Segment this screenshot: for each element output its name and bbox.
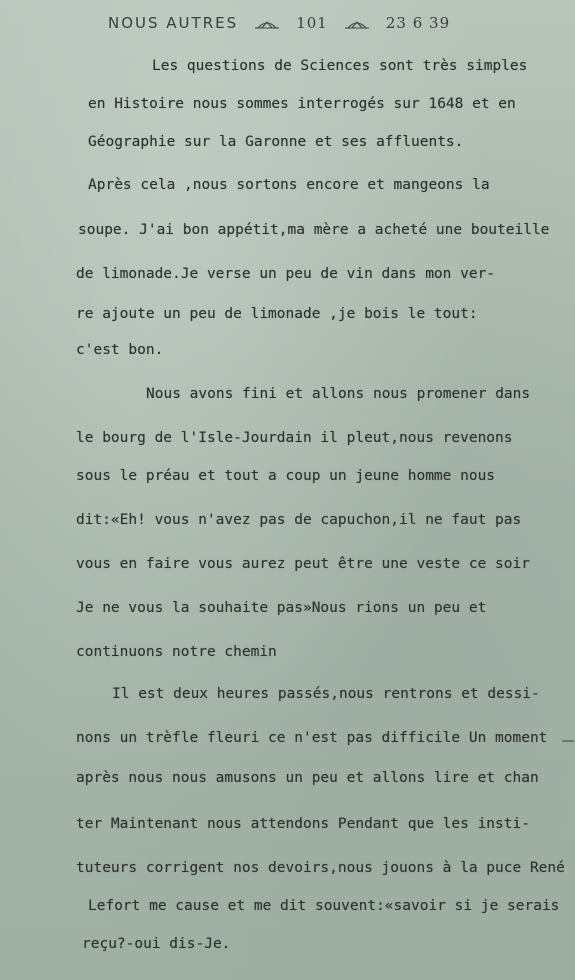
ornament-icon — [344, 19, 370, 29]
text-line: le bourg de l'Isle-Jourdain il pleut,nous revenons — [76, 430, 513, 446]
text-line: de limonade.Je verse un peu de vin dans mon ver- — [76, 266, 496, 282]
text-line: vous en faire vous aurez peut être une veste ce soir — [76, 556, 530, 572]
text-line: sous le préau et tout a coup un jeune homme nous — [76, 468, 496, 484]
text-line: re ajoute un peu de limonade ,je bois le tout: — [76, 306, 478, 322]
text-line: c'est bon. — [76, 342, 164, 358]
text-line: en Histoire nous sommes interrogés sur 1648 et en — [88, 96, 516, 112]
page-header — [108, 14, 450, 32]
text-line: reçu?-oui dis-Je. — [82, 936, 231, 952]
text-line: nons un trèfle fleuri ce n'est pas difficile Un moment — [76, 730, 548, 746]
text-line: tuteurs corrigent nos devoirs,nous jouons à la puce René — [76, 860, 565, 876]
text-line: Nous avons fini et allons nous promener dans — [146, 386, 531, 402]
text-line: Après cela ,nous sortons encore et mangeons la — [88, 177, 490, 193]
text-line: après nous nous amusons un peu et allons lire et chan — [76, 770, 539, 786]
text-line: soupe. J'ai bon appétit,ma mère a acheté une bouteille — [78, 222, 550, 238]
text-line: dit:«Eh! vous n'avez pas de capuchon,il ne faut pas — [76, 512, 522, 528]
text-line: Lefort me cause et me dit souvent:«savoir si je serais — [88, 898, 560, 914]
text-line: Les questions de Sciences sont très simples — [152, 58, 528, 74]
page-number: 101 — [296, 14, 328, 32]
journal-title: NOUS AUTRES — [108, 14, 239, 32]
text-line: ter Maintenant nous attendons Pendant que les insti- — [76, 816, 530, 832]
ornament-icon — [254, 19, 280, 29]
page-mark — [562, 740, 574, 742]
entry-date: 23 6 39 — [385, 14, 451, 32]
text-line: continuons notre chemin — [76, 644, 277, 660]
text-line: Géographie sur la Garonne et ses affluents. — [88, 134, 464, 150]
text-line: Je ne vous la souhaite pas»Nous rions un peu et — [76, 600, 487, 616]
text-line: Il est deux heures passés,nous rentrons et dessi- — [112, 686, 540, 702]
